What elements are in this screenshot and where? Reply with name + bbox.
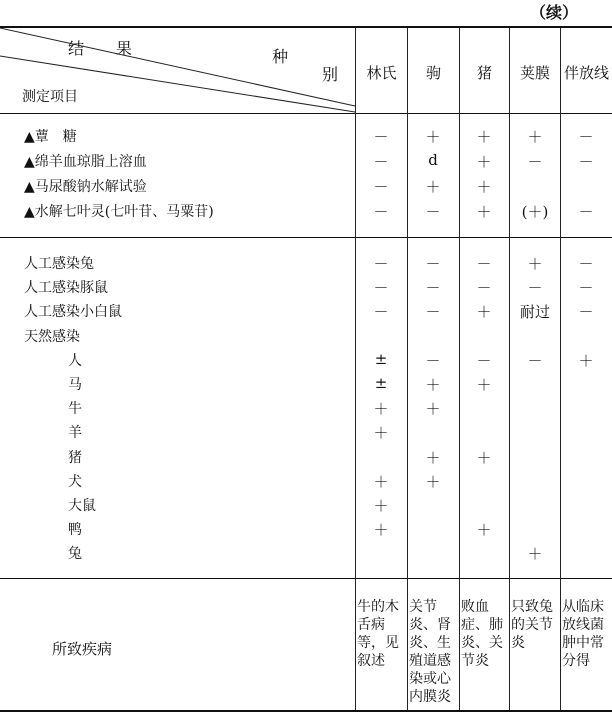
row-label: 人工感染豚鼠 (24, 280, 108, 297)
table-cell: d (428, 151, 438, 169)
table-cell: － (578, 153, 594, 171)
table-cell: ＋ (476, 448, 492, 467)
col-header: 林氏 (366, 64, 397, 82)
table-cell: － (578, 303, 594, 322)
table-cell: － (578, 203, 594, 221)
table-cell: ＋ (476, 178, 492, 196)
table-cell: － (373, 178, 389, 196)
col-divider (355, 28, 356, 710)
disease-cell: 关节炎、肾炎、生殖道感染或心内膜炎 (409, 599, 451, 705)
disease-cell: 从临床放线菌肿中常分得 (562, 599, 604, 669)
table-cell: ＋ (425, 178, 441, 196)
table-cell: － (425, 279, 441, 298)
col-header: 驹 (425, 64, 441, 82)
table-cell: ＋ (476, 203, 492, 221)
table-cell: ＋ (476, 153, 492, 171)
row-label: 天然感染 (24, 328, 80, 345)
table-cell: － (476, 255, 492, 273)
row-label: 人 (68, 352, 82, 369)
table-cell: ＋ (373, 521, 389, 540)
table-cell: ＋ (373, 400, 389, 419)
table-cell: ＋ (373, 497, 389, 515)
table-cell: － (578, 279, 594, 298)
header-species-bottom: 别 (322, 65, 339, 84)
row-label: ▲蕈 糖 (24, 129, 77, 145)
row-label: 兔 (68, 546, 82, 563)
header-test-item: 测定项目 (22, 89, 78, 105)
table-cell: ＋ (527, 255, 543, 273)
table-cell: － (476, 351, 492, 370)
table-cell: － (476, 279, 492, 298)
col-divider (560, 28, 561, 710)
table-cell: － (373, 279, 389, 298)
table-cell: ＋ (476, 128, 492, 146)
table-cell: ＋ (425, 472, 441, 491)
table-cell: ＋ (373, 472, 389, 491)
header-result: 结 果 (68, 39, 133, 58)
table-cell: ＋ (425, 376, 441, 394)
table-cell: ＋ (425, 128, 441, 146)
disease-cell: 牛的木舌病等，见叙述 (357, 599, 399, 669)
table-cell: － (425, 255, 441, 273)
table-cell: － (425, 351, 441, 370)
col-divider (509, 28, 510, 710)
row-label: 牛 (68, 401, 82, 418)
table-cell: ± (374, 374, 388, 392)
row-label: 大鼠 (68, 498, 96, 514)
group-rule-1 (0, 237, 612, 238)
row-label: 猪 (68, 449, 82, 466)
row-label: 马 (68, 377, 82, 393)
col-divider (407, 28, 408, 710)
row-label: ▲马尿酸钠水解试验 (24, 179, 147, 195)
table-cell: － (373, 303, 389, 322)
continued-mark: （续） (529, 3, 578, 22)
disease-cell: 只致兔的关节炎 (511, 599, 553, 651)
table-cell: － (373, 255, 389, 273)
col-header: 猪 (476, 64, 492, 82)
table-cell: － (425, 303, 441, 322)
table-cell: － (425, 203, 441, 221)
table-cell: － (578, 128, 594, 146)
table-cell: ＋ (476, 303, 492, 322)
table-cell: ＋ (527, 545, 543, 564)
table-cell: ＋ (578, 351, 594, 370)
table-cell: (＋) (521, 203, 549, 221)
row-label: 人工感染小白鼠 (24, 304, 122, 321)
row-label: ▲绵羊血琼脂上溶血 (24, 154, 147, 170)
table-cell: － (527, 153, 543, 171)
table-cell: ＋ (425, 448, 441, 467)
table-cell: ＋ (425, 400, 441, 419)
col-header: 荚膜 (519, 64, 550, 82)
table-cell: － (373, 203, 389, 221)
header-species-top: 种 (272, 47, 289, 66)
table-cell: ＋ (476, 521, 492, 540)
table-cell: － (373, 128, 389, 146)
row-label: 鸭 (68, 522, 82, 539)
table-cell: ± (374, 349, 388, 368)
table-cell: ＋ (373, 424, 389, 443)
table-cell: － (527, 279, 543, 298)
table-cell: － (527, 351, 543, 370)
row-label: 羊 (68, 425, 82, 442)
group-rule-2 (0, 578, 612, 579)
bottom-rule (0, 710, 612, 712)
disease-cell: 败血症、肺炎、关节炎 (461, 599, 503, 669)
row-label: 人工感染兔 (24, 256, 94, 272)
col-divider (459, 28, 460, 710)
table-cell: － (373, 153, 389, 171)
table-cell: ＋ (476, 376, 492, 394)
col-header: 伴放线 (563, 64, 609, 82)
table-cell: 耐过 (519, 303, 550, 322)
table-cell: － (578, 255, 594, 273)
table-cell: ＋ (527, 128, 543, 146)
disease-label: 所致疾病 (52, 640, 113, 658)
row-label: 犬 (68, 473, 82, 490)
row-label: ▲水解七叶灵(七叶苷、马粟苷) (24, 204, 214, 220)
